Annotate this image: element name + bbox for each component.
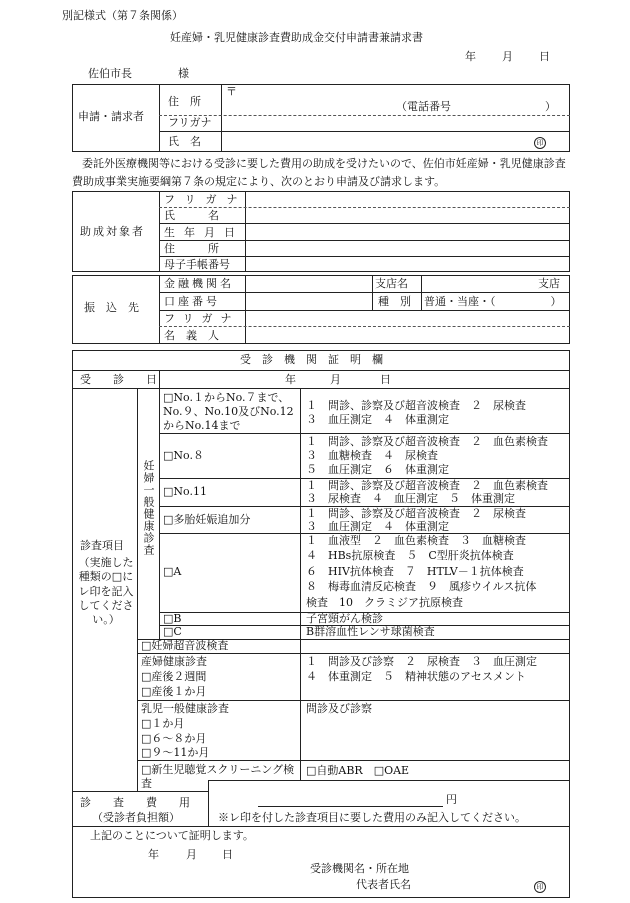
postal-mark: 〒: [226, 85, 237, 98]
yen-label: 円: [446, 793, 457, 806]
account-type-options[interactable]: 普通・当座・（ ）: [424, 295, 562, 308]
phone-label: （電話番号: [396, 100, 451, 113]
exam-row-1-line-2: ３ 血圧測定 ４ 体重測定: [306, 413, 449, 426]
institution-field[interactable]: [420, 861, 560, 875]
exam-row-a-line-3: ６ HIV抗体検査 ７ HTLV－１抗体検査: [306, 565, 524, 578]
branch-label: 支店名: [375, 277, 408, 290]
cert-year: 年: [148, 848, 159, 861]
infant-option-1month[interactable]: □１か月: [141, 717, 185, 730]
exam-option-no8[interactable]: □No.８: [163, 449, 204, 462]
pregnant-general-label: 妊婦一般健康診査: [142, 460, 155, 556]
exam-option-ultrasound[interactable]: □妊婦超音波検査: [141, 639, 229, 652]
cert-day: 日: [222, 848, 233, 861]
exam-row-1-line-1: １ 問診、診察及び超音波検査 ２ 尿検査: [306, 399, 526, 412]
exam-option-no11[interactable]: □No.11: [163, 485, 207, 498]
form-title: 妊産婦・乳児健康診査費助成金交付申請書兼請求書: [170, 31, 423, 44]
cost-note: ※レ印を付した診査項目に要した費用のみ記入してください。: [218, 811, 526, 824]
infant-title: 乳児一般健康診査: [141, 702, 229, 715]
infant-option-9-11months[interactable]: □９～11か月: [141, 746, 210, 759]
account-type-label: 種 別: [378, 295, 411, 308]
exam-row-2-line-1: １ 問診、診察及び超音波検査 ２ 血色素検査: [306, 435, 548, 448]
visit-year: 年: [285, 373, 296, 386]
subject-name-label: 氏 名: [164, 209, 219, 222]
exam-row-a-line-5: 検査 10 クラミジア抗原検査: [306, 596, 463, 609]
certify-text: 上記のことについて証明します。: [90, 829, 254, 842]
representative-label: 代表者氏名: [356, 878, 411, 891]
applicant-name-label: 氏 名: [168, 135, 201, 148]
date-day-label: 日: [539, 50, 550, 63]
bank-name-label: 金融機関名: [164, 277, 234, 290]
bank-section-label: 振 込 先: [84, 301, 139, 314]
institution-label: 受診機関名・所在地: [310, 862, 409, 875]
infant-line-1: 問診及び診察: [306, 702, 372, 715]
exam-row-3-line-2: ３ 尿検査 ４ 血圧測定 ５ 体重測定: [306, 492, 515, 505]
cert-seal-icon: 印: [534, 880, 546, 893]
addressee: 佐伯市長: [88, 67, 132, 80]
postpartum-option-2weeks[interactable]: □産後２週間: [141, 670, 207, 683]
holder-furigana-label: フリガナ: [164, 312, 240, 325]
items-label: 診査項目: [80, 539, 124, 552]
addressee-honorific: 様: [178, 67, 189, 80]
form-number: 別記様式（第７条関係）: [62, 9, 183, 22]
visit-day: 日: [380, 373, 391, 386]
subject-handbook-field[interactable]: [248, 258, 568, 271]
exam-option-b[interactable]: □B: [163, 612, 182, 625]
hearing-screening-option[interactable]: □新生児聴覚スクリーニング検査: [141, 763, 295, 790]
visit-month: 月: [330, 373, 341, 386]
subject-address-field[interactable]: [248, 242, 568, 255]
subject-handbook-label: 母子手帳番号: [164, 258, 230, 271]
cert-month: 月: [186, 848, 197, 861]
items-note: （実施した種類の□にレ印を記入してください。）: [78, 556, 134, 627]
cost-amount-field[interactable]: [258, 792, 443, 807]
exam-row-a-line-2: ４ HBs抗原検査 ５ C型肝炎抗体検査: [306, 549, 514, 562]
infant-option-6-8months[interactable]: □６～８か月: [141, 732, 207, 745]
date-year-label: 年: [465, 50, 476, 63]
applicant-furigana-label: フリガナ: [168, 116, 212, 129]
exam-row-a-line-4: ８ 梅毒血清反応検査 ９ 風疹ウイルス抗体: [306, 580, 537, 593]
cost-label: 診 査 費 用: [80, 796, 190, 809]
applicant-section-label: 申請・請求者: [78, 110, 144, 123]
applicant-address-field[interactable]: [240, 90, 390, 112]
exam-row-4-line-2: ３ 血圧測定 ４ 体重測定: [306, 520, 449, 533]
exam-row-2-line-3: ５ 血圧測定 ６ 体重測定: [306, 463, 449, 476]
subject-dob-label: 生年月日: [164, 226, 244, 239]
exam-row-a-line-1: １ 血液型 ２ 血色素検査 ３ 血糖検査: [306, 534, 526, 547]
branch-suffix: 支店: [538, 277, 560, 290]
certification-title: 受 診 機 関 証 明 欄: [240, 353, 383, 366]
holder-name-field[interactable]: [248, 328, 568, 342]
exam-row-b-line: 子宮頸がん検診: [306, 612, 383, 625]
exam-row-3-line-1: １ 問診、診察及び超音波検査 ２ 血色素検査: [306, 479, 548, 492]
hearing-method-options[interactable]: □自動ABR □OAE: [306, 764, 410, 777]
visit-date-label: 受 診 日: [80, 373, 157, 386]
holder-name-label: 名 義 人: [164, 329, 219, 342]
intro-text: 委託外医療機関等における受診に要した費用の助成を受けたいので、佐伯市妊産婦・乳児健康診査費助成事業実施要綱第７条の規定により、次のとおり申請及び請求します。: [72, 157, 566, 188]
date-month-label: 月: [502, 50, 513, 63]
postpartum-title: 産婦健康診査: [141, 655, 207, 668]
postpartum-line-2: ４ 体重測定 ５ 精神状態のアセスメント: [306, 670, 526, 683]
exam-option-a[interactable]: □A: [163, 565, 182, 578]
phone-close: ）: [545, 100, 556, 113]
exam-row-4-line-1: １ 問診、診察及び超音波検査 ２ 尿検査: [306, 507, 526, 520]
subject-section-label: 助成対象者: [80, 225, 145, 238]
subject-furigana-label: フリガナ: [164, 193, 248, 206]
applicant-seal-icon: 印: [534, 136, 546, 149]
exam-option-c[interactable]: □C: [163, 625, 182, 638]
account-number-field[interactable]: [248, 294, 370, 309]
exam-option-multiple[interactable]: □多胎妊娠追加分: [163, 513, 251, 526]
account-number-label: 口座番号: [164, 295, 220, 308]
exam-row-c-line: B群溶血性レンサ球菌検査: [306, 625, 435, 638]
subject-dob-field[interactable]: [248, 225, 568, 238]
postpartum-line-1: １ 問診及び診察 ２ 尿検査 ３ 血圧測定: [306, 655, 537, 668]
subject-furigana-field[interactable]: [248, 193, 568, 206]
representative-field[interactable]: [420, 877, 525, 891]
cost-sub-label: （受診者負担額）: [92, 811, 180, 824]
applicant-address-label: 住 所: [168, 95, 201, 108]
subject-name-field[interactable]: [248, 209, 568, 222]
exam-row-2-line-2: ３ 血糖検査 ４ 尿検査: [306, 449, 438, 462]
holder-furigana-field[interactable]: [248, 312, 568, 325]
applicant-furigana-field[interactable]: [224, 116, 568, 130]
branch-field[interactable]: [424, 277, 534, 291]
bank-name-field[interactable]: [248, 277, 370, 291]
phone-field[interactable]: [450, 99, 540, 113]
postpartum-option-1month[interactable]: □産後１か月: [141, 685, 207, 698]
exam-option-no1-14[interactable]: □No.１からNo.７まで、No.９、No.10及びNo.12からNo.14まで: [163, 391, 294, 432]
subject-address-label: 住 所: [164, 242, 219, 255]
applicant-name-field[interactable]: [224, 133, 524, 150]
